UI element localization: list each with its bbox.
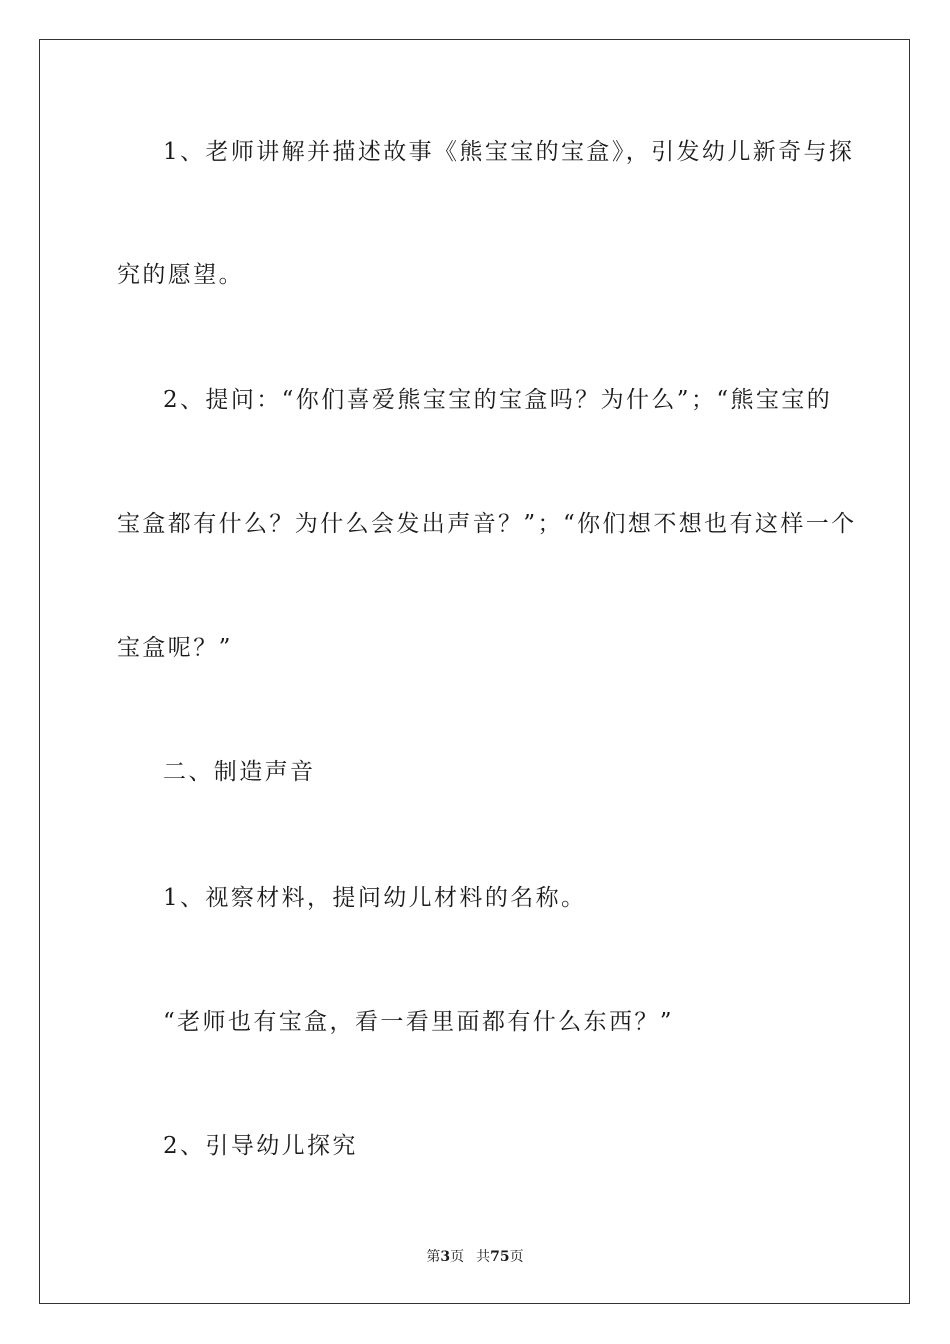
paragraph-line-9: 2、引导幼儿探究 — [163, 1133, 358, 1159]
paragraph-line-3: 2、提问：“你们喜爱熊宝宝的宝盒吗？为什么”；“熊宝宝的 — [163, 387, 833, 413]
footer-total-suffix: 页 — [509, 1249, 524, 1265]
footer-total-number: 75 — [490, 1249, 510, 1265]
paragraph-line-7: 1、视察材料，提问幼儿材料的名称。 — [163, 885, 587, 911]
footer-page-suffix: 页 — [450, 1249, 465, 1265]
paragraph-line-5: 宝盒呢？” — [117, 635, 233, 661]
paragraph-line-4: 宝盒都有什么？为什么会发出声音？”；“你们想不想也有这样一个 — [117, 511, 857, 537]
paragraph-line-2: 究的愿望。 — [117, 262, 244, 288]
section-heading: 二、制造声音 — [163, 759, 316, 785]
paragraph-line-1: 1、老师讲解并描述故事《熊宝宝的宝盒》，引发幼儿新奇与探 — [163, 139, 855, 165]
footer-page-prefix: 第 — [426, 1249, 441, 1265]
page-footer — [0, 1247, 950, 1267]
paragraph-line-8: “老师也有宝盒，看一看里面都有什么东西？” — [163, 1009, 674, 1035]
page-frame — [39, 39, 910, 1304]
footer-total-prefix: 共 — [476, 1249, 491, 1265]
footer-page-number: 3 — [440, 1249, 451, 1265]
